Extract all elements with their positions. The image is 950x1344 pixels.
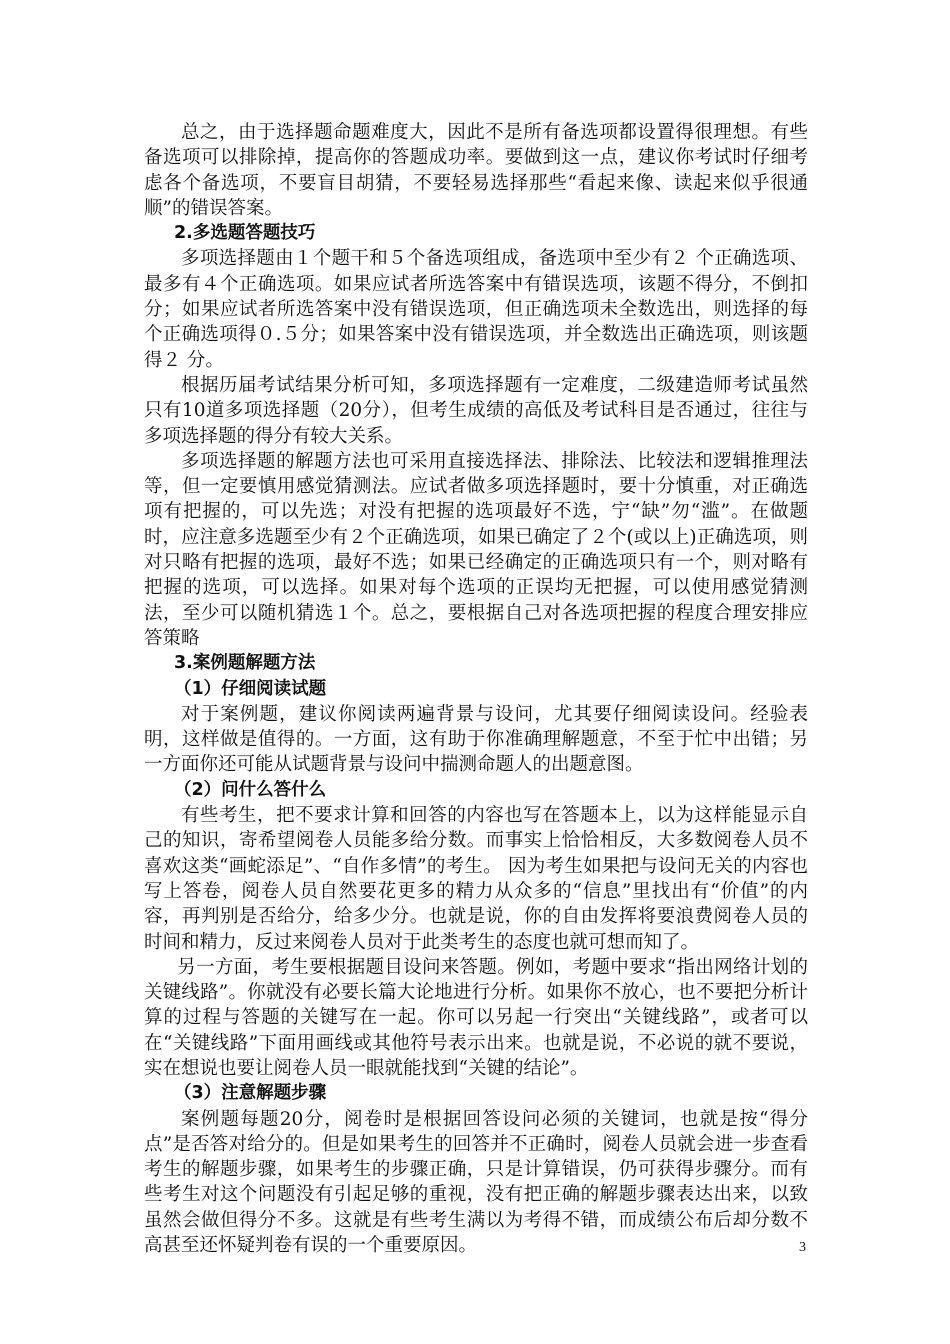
paragraph-key-conclusion: 另一方面，考生要根据题目设问来答题。例如，考题中要求“指出网络计划的关键线路”。你就没有必要长篇大论地进行分析。如果你不放心，也不要把分析计算的过程与答题的关键写在一起。你可以另起一行突出“关键线路”，或者可以在“关键线路”下面用画线或其他符号表示出来。也就是说，不必说的就不要说，实在想说也要让阅卷人员一眼就能找到“关键的结论”。 [144, 956, 808, 1079]
paragraph-read-carefully: 对于案例题，建议你阅读两遍背景与设问，尤其要仔细阅读设问。经验表明，这样做是值得的。一方面，这有助于你准确理解题意，不至于忙中出错；另一方面你还可能从试题背景与设问中揣测命题人的出题意图。 [144, 703, 808, 776]
subheading-read-carefully: （1）仔细阅读试题 [174, 678, 327, 699]
paragraph-solving-methods: 多项选择题的解题方法也可采用直接选择法、排除法、比较法和逻辑推理法等，但一定要慎用感觉猜测法。应试者做多项选择题时，要十分慎重，对正确选项有把握的，可以先选；对没有把握的选项最好不选，宁“缺”勿“滥”。在做题时，应注意多选题至少有２个正确选项，如果已确定了２个(或以上)正确选项，则对只略有把握的选项，最好不选；如果已经确定的正确选项只有一个，则对略有把握的选项，可以选择。如果对每个选项的正误均无把握，可以使用感觉猜测法，至少可以随机猜选１个。总之，要根据自己对各选项把握的程度合理安排应答策略 [144, 450, 808, 649]
paragraph-exam-analysis: 根据历届考试结果分析可知，多项选择题有一定难度，二级建造师考试虽然只有10道多项选择题（20分），但考生成绩的高低及考试科目是否通过，往往与多项选择题的得分有较大关系。 [144, 374, 808, 447]
section-heading-multiple-choice: 2.多选题答题技巧 [174, 223, 316, 244]
paragraph-solving-steps: 案例题每题20分，阅卷时是根据回答设问必须的关键词，也就是按“得分点”是否答对给分的。但是如果考生的回答并不正确时，阅卷人员就会进一步查看考生的解题步骤，如果考生的步骤正确，只是计算错误，仍可获得步骤分。而有些考生对这个问题没有引起足够的重视，没有把正确的解题步骤表达出来，以致虽然会做但得分不多。这就是有些考生满以为考得不错，而成绩公布后却分数不高甚至还怀疑判卷有误的一个重要原因。 [144, 1108, 808, 1257]
paragraph-summary: 总之，由于选择题命题难度大，因此不是所有备选项都设置得很理想。有些备选项可以排除掉，提高你的答题成功率。要做到这一点，建议你考试时仔细考虑各个备选项，不要盲目胡猜，不要轻易选择那些“看起来像、读起来似乎很通顺”的错误答案。 [144, 122, 808, 219]
subheading-answer-what-asked: （2）问什么答什么 [174, 779, 327, 800]
paragraph-multiple-choice-rules: 多项选择题由１个题干和５个备选项组成，备选项中至少有２ 个正确选项、最多有４个正确选项。如果应试者所选答案中有错误选项，该题不得分，不倒扣分；如果应试者所选答案中没有错误选项，但正确选项未全数选出，则选择的每个正确选项得０.５分；如果答案中没有错误选项，并全数选出正确选项，则该题得２ 分。 [144, 248, 808, 371]
paragraph-answer-what-asked: 有些考生，把不要求计算和回答的内容也写在答题本上，以为这样能显示自己的知识，寄希望阅卷人员能多给分数。而事实上恰恰相反，大多数阅卷人员不喜欢这类“画蛇添足”、“自作多情”的考生。 因为考生如果把与设问无关的内容也写上答卷，阅卷人员自然要花更多的精力从众多的“信息”里找出有“价值”的内容，再判别是否给分，给多少分。也就是说，你的自由发挥将要浪费阅卷人员的时间和精力，反过来阅卷人员对于此类考生的态度也就可想而知了。 [144, 805, 808, 953]
subheading-solving-steps: （3）注意解题步骤 [174, 1083, 327, 1104]
page-number: 3 [799, 1240, 806, 1255]
document-body [144, 120, 808, 1258]
section-heading-case-study: 3.案例题解题方法 [174, 653, 316, 674]
